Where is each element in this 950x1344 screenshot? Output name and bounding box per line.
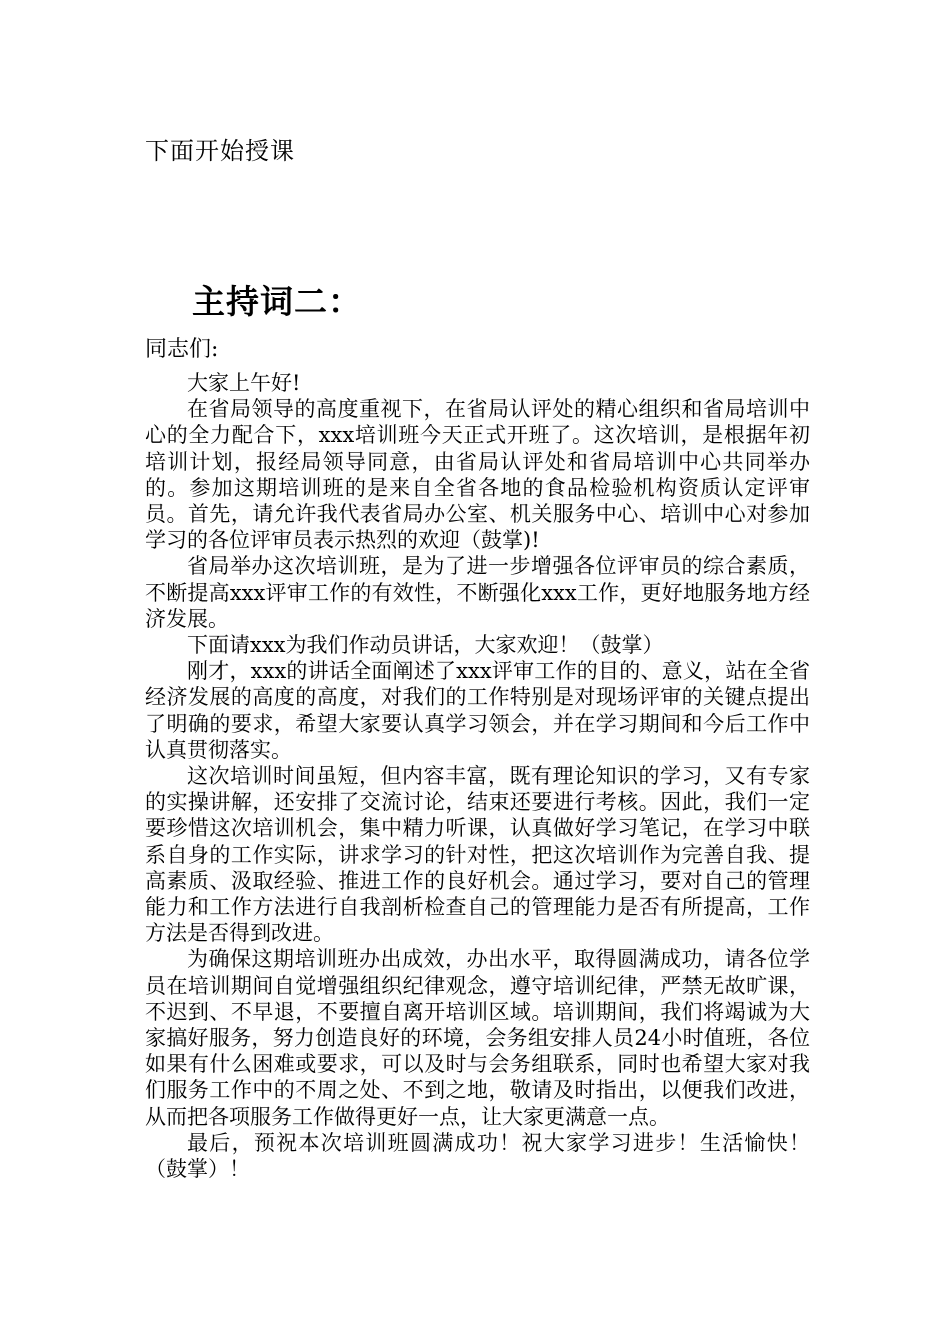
paragraph-closing: 最后，预祝本次培训班圆满成功！祝大家学习进步！生活愉快！ （鼓掌）！ [145,1130,810,1182]
paragraph-opening: 在省局领导的高度重视下，在省局认评处的精心组织和省局培训中心的全力配合下，xxx培训班今天正式开班了。这次培训，是根据年初培训计划，报经局领导同意，由省局认评处和省局培训中心共同举办的。参加这期培训班的是来自全省各地的食品检验机构资质认定评审员。首先，请允许我代表省局办公室、机关服务中心、培训中心对参加学习的各位评审员表示热烈的欢迎（鼓掌)! [145,397,810,553]
intro-line: 下面开始授课 [145,137,295,165]
paragraph-purpose: 省局举办这次培训班，是为了进一步增强各位评审员的综合素质，不断提高xxx评审工作的有效性，不断强化xxx工作，更好地服务地方经济发展。 [145,554,810,631]
paragraph-discipline: 为确保这期培训班办出成效，办出水平，取得圆满成功，请各位学员在培训期间自觉增强组织纪律观念，遵守培训纪律，严禁无故旷课，不迟到、不早退，不要擅自离开培训区域。培训期间，我们将竭诚为大家搞好服务，努力创造良好的环境，会务组安排人员24小时值班，各位如果有什么困难或要求，可以及时与会务组联系，同时也希望大家对我们服务工作中的不周之处、不到之地，敬请及时指出，以便我们改进，从而把各项服务工作做得更好一点，让大家更满意一点。 [145,947,810,1129]
paragraph-greeting: 大家上午好! [187,371,301,395]
greeting-line: 同志们: [145,337,219,362]
paragraph-speech-summary: 刚才，xxx的讲话全面阐述了xxx评审工作的目的、意义，站在全省经济发展的高度的高度，对我们的工作特别是对现场评审的关键点提出了明确的要求，希望大家要认真学习领会，并在学习期间和今后工作中认真贯彻落实。 [145,659,810,762]
speech-body [145,370,810,1182]
paragraph-speech-invite: 下面请xxx为我们作动员讲话，大家欢迎！（鼓掌） [187,633,664,658]
section-title: 主持词二： [192,282,362,321]
paragraph-training-content: 这次培训时间虽短，但内容丰富，既有理论知识的学习，又有专家的实操讲解，还安排了交流讨论，结束还要进行考核。因此，我们一定要珍惜这次培训机会，集中精力听课，认真做好学习笔记，在学习中联系自身的工作实际，讲求学习的针对性，把这次培训作为完善自我、提高素质、汲取经验、推进工作的良好机会。通过学习，要对自己的管理能力和工作方法进行自我剖析检查自己的管理能力是否有所提高，工作方法是否得到改进。 [145,764,810,946]
